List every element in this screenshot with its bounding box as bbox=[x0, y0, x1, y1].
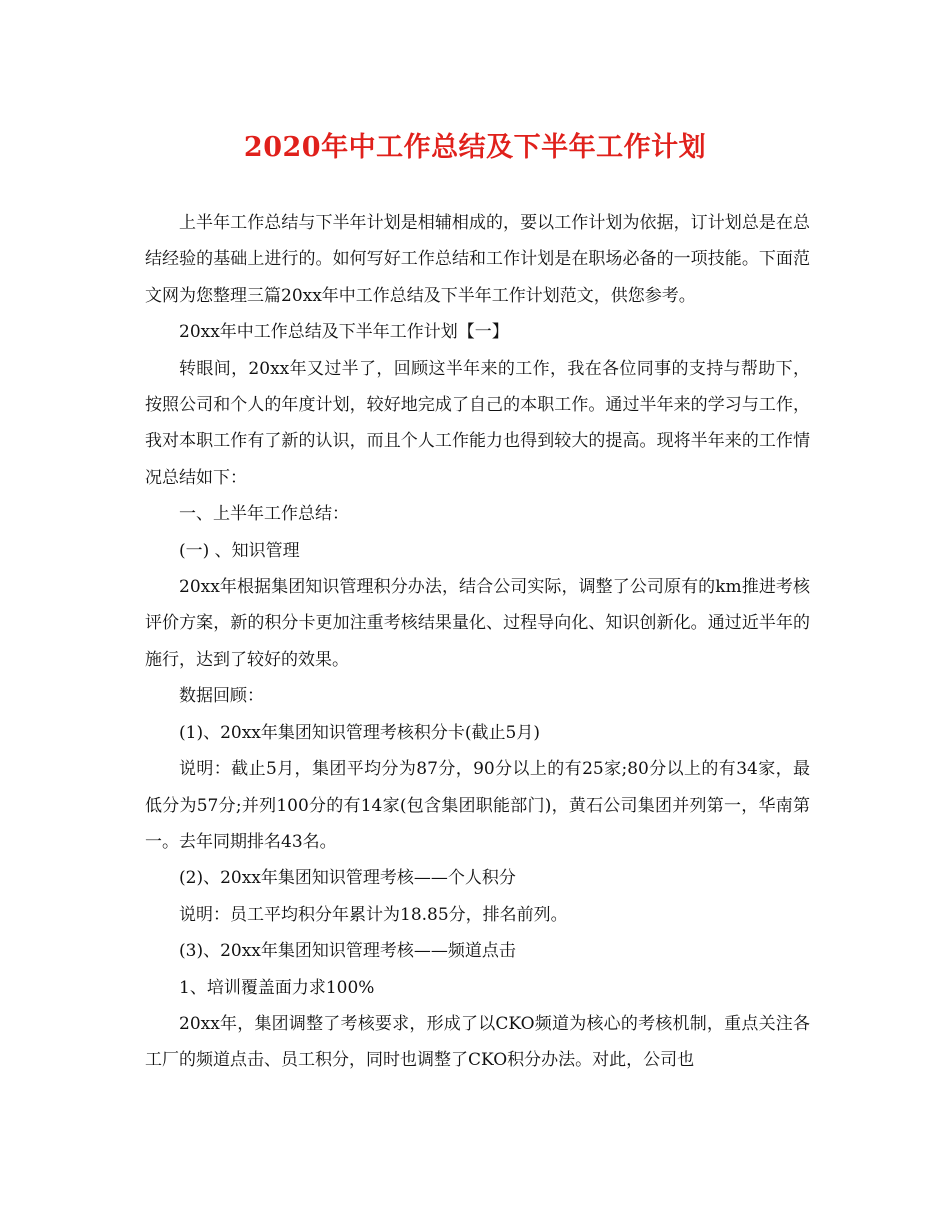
score-card-explanation: 说明：截止5月，集团平均分为87分，90分以上的有25家;80分以上的有34家，最低分为57分;并列100分的有14家(包含集团职能部门)，黄石公司集团并列第一，华南第一。去年同期排名43名。 bbox=[145, 759, 810, 852]
item-personal-points: (2)、20xx年集团知识管理考核——个人积分 bbox=[179, 868, 516, 889]
opening-paragraph: 转眼间，20xx年又过半了，回顾这半年来的工作，我在各位同事的支持与帮助下，按照公司和个人的年度计划，较好地完成了自己的本职工作。通过半年来的学习与工作，我对本职工作有了新的认识，而且个人工作能力也得到较大的提高。现将半年来的工作情况总结如下： bbox=[145, 358, 810, 488]
cko-paragraph: 20xx年，集团调整了考核要求，形成了以CKO频道为核心的考核机制，重点关注各工厂的频道点击、员工积分，同时也调整了CKO积分办法。对此，公司也 bbox=[145, 1013, 810, 1071]
heading-first-half-summary: 一、上半年工作总结： bbox=[179, 504, 349, 525]
item-channel-clicks: (3)、20xx年集团知识管理考核——频道点击 bbox=[179, 941, 516, 962]
intro-paragraph: 上半年工作总结与下半年计划是相辅相成的，要以工作计划为依据，订计划总是在总结经验的基础上进行的。如何写好工作总结和工作计划是在职场必备的一项技能。下面范文网为您整理三篇20xx年中工作总结及下半年工作计划范文，供您参考。 bbox=[145, 213, 810, 306]
item-score-card: (1)、20xx年集团知识管理考核积分卡(截止5月) bbox=[179, 722, 540, 743]
heading-data-review: 数据回顾： bbox=[179, 686, 264, 707]
personal-points-explanation: 说明：员工平均积分年累计为18.85分，排名前列。 bbox=[179, 904, 568, 925]
knowledge-management-paragraph: 20xx年根据集团知识管理积分办法，结合公司实际，调整了公司原有的km推进考核评价方案，新的积分卡更加注重考核结果量化、过程导向化、知识创新化。通过近半年的施行，达到了较好的效果。 bbox=[145, 577, 810, 670]
heading-knowledge-management: (一) 、知识管理 bbox=[179, 540, 300, 561]
item-training-coverage: 1、培训覆盖面力求100% bbox=[179, 977, 375, 998]
document-body bbox=[145, 205, 810, 1079]
section-heading-one: 20xx年中工作总结及下半年工作计划【一】 bbox=[179, 322, 509, 343]
document-title: 2020年中工作总结及下半年工作计划 bbox=[243, 132, 707, 163]
